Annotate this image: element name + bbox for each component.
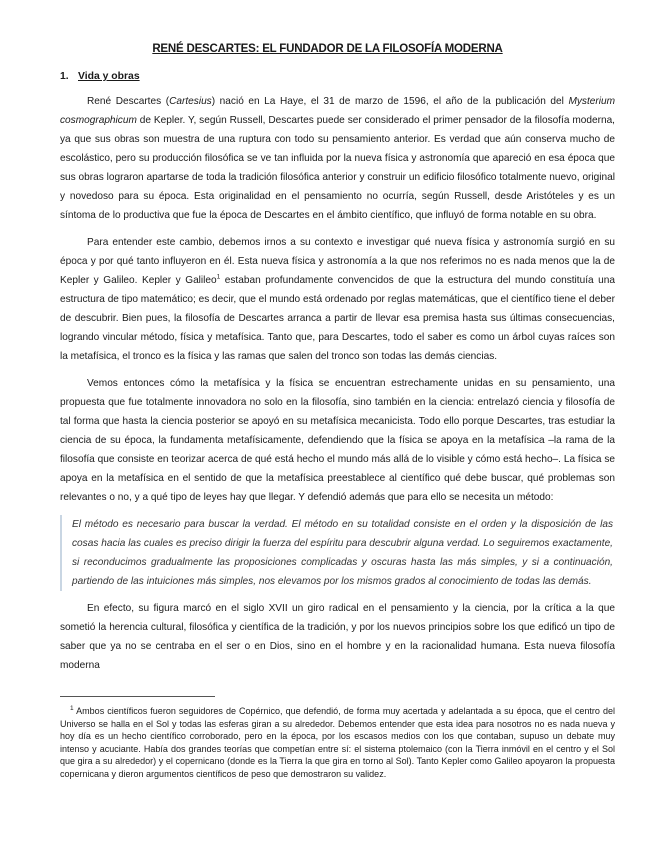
p1-italic-cartesius: Cartesius — [169, 96, 212, 107]
p1-text-e: de Kepler. Y, según Russell, Descartes puede ser considerado el primer pensador de la filosofía moderna, ya que sus obras son muestra de una ruptura con todo su pensamiento anterior. Es verdad que aún conserva mucho de escolástico, pero su producción filosófica se ve tan influida por la nueva física y astronomía que apareció en esa época que sus obras lograron apartarse de toda la tradición filosófica anterior y construir un edificio filosófico totalmente nuevo, original y novedoso para su época. Esta originalidad en el pensamiento no ocurría, según Russell, desde Aristóteles y es un síntoma de lo productiva que fue la época de Descartes en el ámbito científico, que influyó de forma notable en su obra. — [60, 115, 615, 221]
section-label: Vida y obras — [78, 71, 140, 82]
p1-italic-mysterium: Mysterium cosmographicum — [60, 96, 615, 126]
p2-text-a: Para entender este cambio, debemos irnos a su contexto e investigar qué nueva física y astronomía surgió en su época y por qué tanto influyeron en él. Esta nueva física y astronomía a la que nos referimos no es nada menos que la de Kepler y Galileo. Kepler y Galileo — [60, 237, 615, 286]
footnote-text: Ambos científicos fueron seguidores de Copérnico, que defendió, de forma muy acertada y adelantada a su época, que el centro del Universo se halla en el Sol y todas las esferas giran a su alrededor. Debemos entender que esta idea para nosotros no es nada nueva y hoy día es un hecho científico corroborado, pero en la época, por los escasos medios con los que contaban, supuso un debate muy intenso y acuciante. Había dos grandes teorías que competían entre sí: el sistema ptolemaico (con la Tierra inmóvil en el centro y el Sol que gira a su alrededor) y el copernicano (donde es la Tierra la que gira en torno al Sol). Tanto Kepler como Galileo apoyaron la propuesta copernicana y dieron argumentos científicos de peso que demostraron su validez. — [60, 706, 615, 779]
p1-text-c: ) nació en La Haye, el 31 de marzo de 1596, el año de la publicación del — [211, 96, 569, 107]
footnote-separator — [60, 696, 215, 697]
section-number: 1. — [60, 71, 69, 82]
footnote — [60, 705, 615, 781]
paragraph-1 — [60, 92, 615, 225]
p1-text-a: René Descartes ( — [87, 96, 170, 107]
document-body — [60, 92, 615, 675]
footnote-marker: 1 — [70, 705, 74, 712]
paragraph-4: En efecto, su figura marcó en el siglo XVII un giro radical en el pensamiento y la ciencia, por la crítica a la que sometió la herencia cultural, filosófica y científica de la tradición, y por los nuevos principios sobre los que edificó un tipo de saber que ya no se centraba en el ser o en Dios, sino en el hombre y en la racionalidad humana. Esta nueva filosofía moderna — [60, 603, 615, 671]
block-quote: El método es necesario para buscar la verdad. El método en su totalidad consiste en el orden y la disposición de las cosas hacia las cuales es preciso dirigir la fuerza del espíritu para descubrir alguna verdad. Lo seguiremos exactamente, si reconducimos gradualmente las proposiciones complicadas y oscuras hasta las más simples, y si a continuación, partiendo de las intuiciones más simples, nos elevamos por los mismos grados al conocimiento de todas las demás. — [60, 515, 615, 591]
paragraph-2 — [60, 233, 615, 366]
section-heading — [60, 71, 140, 82]
p2-text-b: estaban profundamente convencidos de que la estructura del mundo constituía una estructura de tipo matemático; es decir, que el mundo está ordenado por reglas matemáticas, que el científico tiene el deber de descubrir. Bien pues, la filosofía de Descartes arranca a partir de llevar esa premisa hasta sus últimas consecuencias, logrando vincular método, física y metafísica. Tanto que, para Descartes, todo el saber es como un árbol cuyas raíces son la metafísica, el tronco es la física y las ramas que salen del tronco son todas las demás ciencias. — [60, 275, 615, 362]
paragraph-3: Vemos entonces cómo la metafísica y la física se encuentran estrechamente unidas en su pensamiento, una propuesta que fue totalmente innovadora no solo en la filosofía, sino también en la ciencia: entrelazó ciencia y filosofía de tal forma que hasta la ciencia posterior se apoyó en su metafísica mecanicista. Todo ello porque Descartes, tras estudiar la ciencia de su época, la fundamenta metafísicamente, defendiendo que la física se apoya en la metafísica –la rama de la filosofía que consiste en teorizar acerca de qué está hecho el mundo más allá de lo visible y cómo está hecho–. La física se apoya en la metafísica en el sentido de que la metafísica preestablece al científico qué debe buscar, qué problemas son relevantes o no, y a qué tipo de leyes hay que llegar. Y defendió además que para ello se necesita un método: — [60, 378, 615, 503]
footnote-reference[interactable]: 1 — [216, 273, 221, 281]
page-title: RENÉ DESCARTES: EL FUNDADOR DE LA FILOSOFÍA MODERNA — [152, 43, 503, 55]
